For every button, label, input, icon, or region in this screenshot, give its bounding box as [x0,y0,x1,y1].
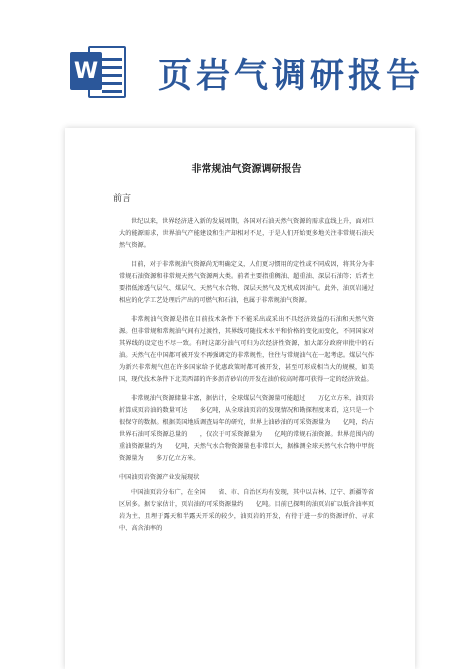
paragraph: 中国油页岩分布广，在全国 省、市、自治区均有发现，其中以吉林、辽宁、新疆等省区居多。据专家估计，页岩油的可采资源量约 亿吨。目前已探明的油页岩矿以低含油率页岩为主，且埋于露天和半露天开采的较少，油页岩的开发，有待于进一步的资源评价、寻求中、高含油率的 [119,489,374,532]
subheading: 中国油页岩资源产业发展现状 [119,474,200,481]
header [0,0,474,120]
document-body [113,160,374,542]
word-document-icon [70,42,126,100]
paragraph: 目前，对于非常规油气资源尚无明确定义，人们更习惯用的定性或不同成因，将其分为非常规石油资源和非常规天然气资源两大类。前者主要指重稠油、超重油、深层石油等；后者主要指低渗透气层气、煤层气、天然气水合物、深层天然气及无机成因油气。此外，油页岩通过相应的化学工艺处理后产出的可燃气和石油，也属于非常规油气资源。 [119,261,374,304]
document-title: 非常规油气资源调研报告 [191,164,302,175]
word-logo-icon: W [70,52,102,90]
section-heading: 前言 [113,194,132,204]
page-title: 页岩气调研报告 [158,56,424,96]
paragraph: 非常规油气资源是指在目前技术条件下不能采出或采出不具经济效益的石油和天然气资源。但非常规和常规油气间有过渡性，其界线可随技术水平和价格的变化而变化，不同国家对其界线的设定也不尽一致。有时这部分油气可归为次经济性资源，加大部分政府审批中的石油。天然气在中国都可被开发不再强调定的非常规性，往往与常规油气在一起考虑。煤层气作为新兴非常规气但在许多国家给予优惠政策时都可被开发，甚至可形成相当大的规模，如美国，现代技术条件下北美西部的许多沥青砂岩的开发在油价较高时都可获得一定的经济效益。 [119,316,374,383]
document-page [65,128,415,669]
paragraph: 非常规油气资源储量丰富，据估计，全球煤层气资源量可能超过 万亿立方米，油页岩折算成页岩油的数量可达 多亿吨，从全球油页岩的发现情况和勘探程度来看，这只是一个很保守的数据。根据美国地质调查局年的研究，世界上油砂油的可采资源量为 亿吨，约占世界石油可采资源总量的 ，仅次于可采资源量为 亿吨的常规石油资源。世界范围内的重油资源量约为 亿吨，天然气水合物资源量也非常巨大，据推测全球天然气水合物中甲烷资源量为 多万亿立方米。 [119,395,374,462]
paragraph: 世纪以来，世界经济进入新的发展周期，各国对石油天然气资源的需求直线上升，面对巨大的能源需求，世界油气产能建设和生产却相对不足，于是人们开始更多地关注非常规石油天然气资源。 [119,218,374,249]
